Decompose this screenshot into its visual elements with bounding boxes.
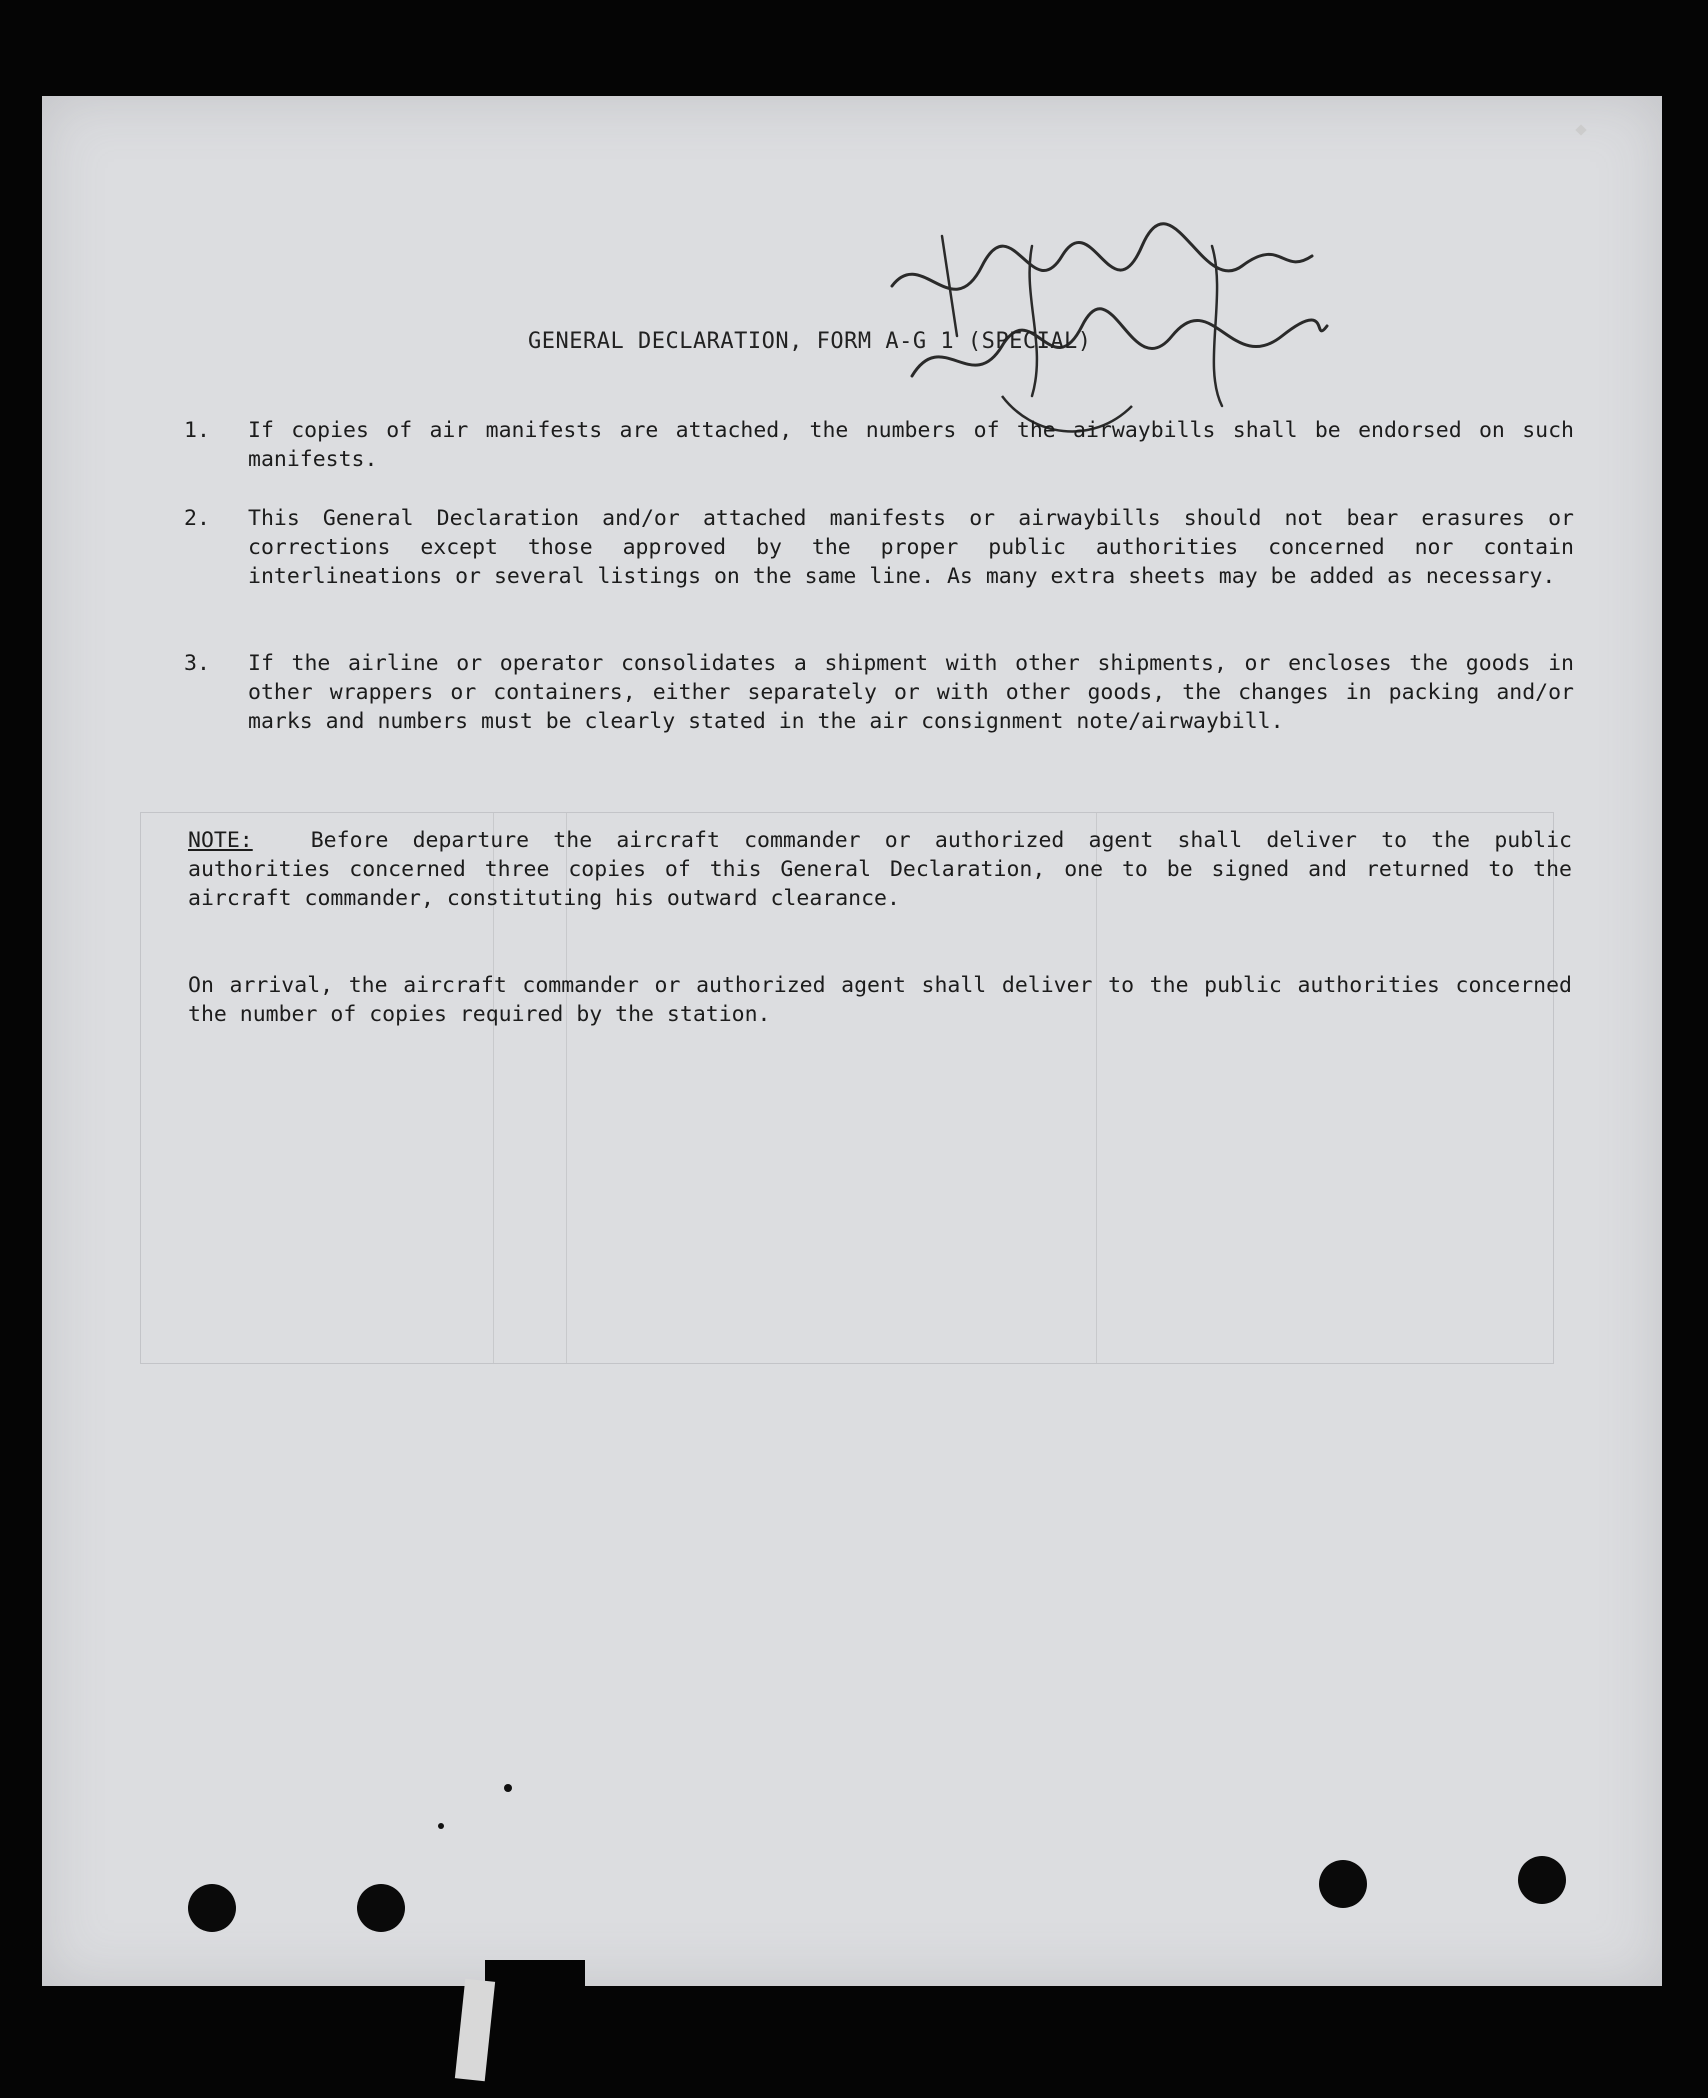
arrival-paragraph <box>188 971 1572 1029</box>
paper-tab <box>455 1979 495 2082</box>
page-corner-fold <box>1575 124 1586 135</box>
instruction-item-2 <box>184 504 1574 591</box>
item-text: If copies of air manifests are attached, the numbers of the airwaybills shall be endorsed on such manifests. <box>248 418 1574 472</box>
binder-hole <box>188 1884 236 1932</box>
instruction-item-3 <box>184 649 1574 736</box>
item-number: 2. <box>184 506 210 531</box>
item-number: 1. <box>184 418 210 443</box>
ink-speck <box>504 1784 512 1792</box>
instruction-item-1 <box>184 416 1574 474</box>
note-label: NOTE: <box>188 828 253 853</box>
item-number: 3. <box>184 651 210 676</box>
binder-hole <box>1518 1856 1566 1904</box>
item-text: This General Declaration and/or attached manifests or airwaybills should not bear erasures or corrections except those approved by the proper public authorities concerned nor contain interlineations or several listings on the same line. As many extra sheets may be added as necessary. <box>248 506 1574 589</box>
item-text: If the airline or operator consolidates a shipment with other shipments, or encloses the goods in other wrappers or containers, either separately or with other goods, the changes in packing and/or marks and numbers must be clearly stated in the air consignment note/airwaybill. <box>248 651 1574 734</box>
note-text: Before departure the aircraft commander or authorized agent shall deliver to the public authorities concerned three copies of this General Declaration, one to be signed and returned to the aircraft commander, constituting his outward clearance. <box>188 828 1572 911</box>
binder-hole <box>1319 1860 1367 1908</box>
ink-speck <box>438 1823 444 1829</box>
note-paragraph <box>188 826 1572 913</box>
document-page <box>42 96 1662 1986</box>
form-title: GENERAL DECLARATION, FORM A-G 1 (SPECIAL) <box>528 329 1092 354</box>
arrival-text: On arrival, the aircraft commander or authorized agent shall deliver to the public authorities concerned the number of copies required by the station. <box>188 973 1572 1027</box>
binder-hole <box>357 1884 405 1932</box>
paper-tab-shadow <box>485 1960 585 2000</box>
